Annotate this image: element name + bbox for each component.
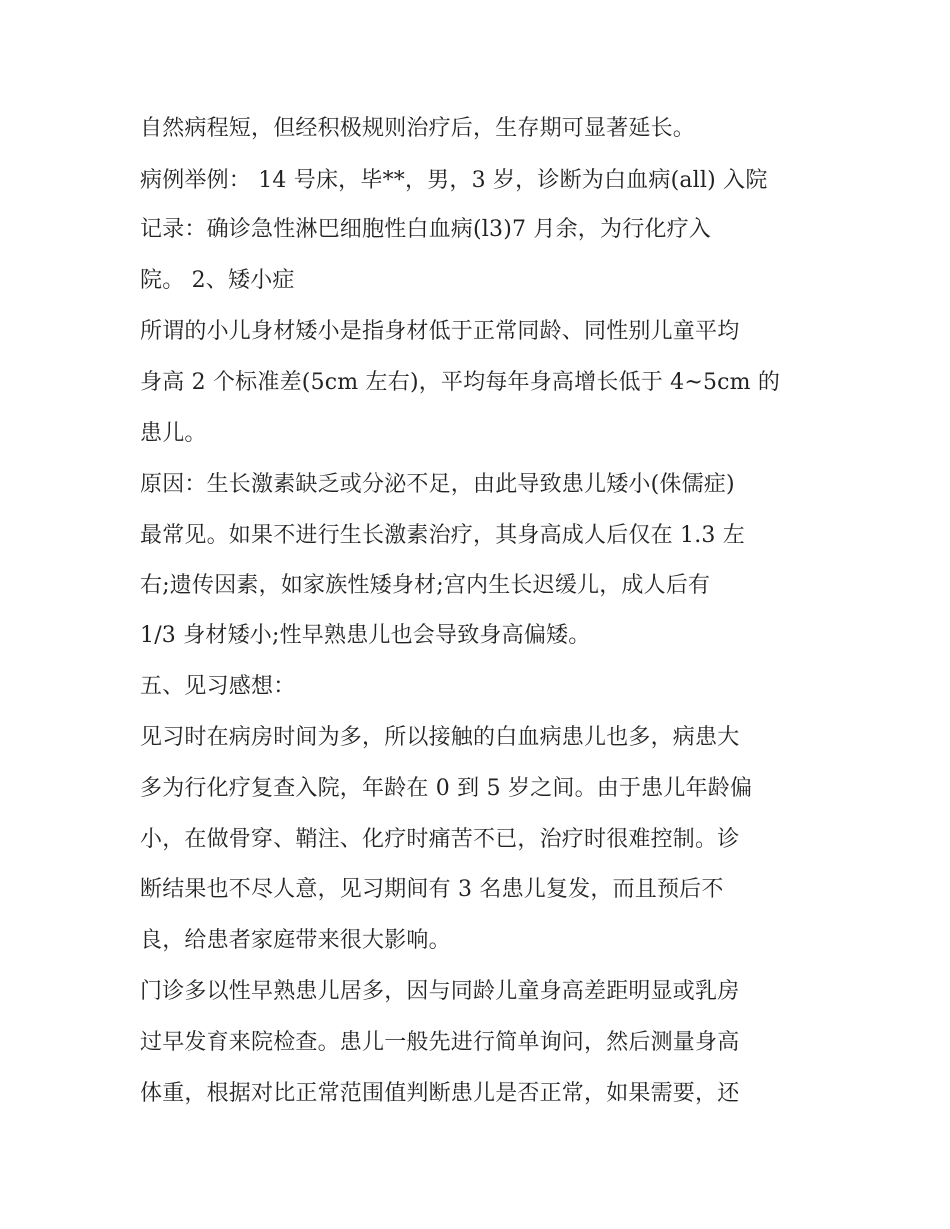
paragraph-line: 断结果也不尽人意，见习期间有 3 名患儿复发，而且预后不 xyxy=(140,877,724,902)
paragraph-line: 过早发育来院检查。患儿一般先进行简单询问，然后测量身高 xyxy=(140,1030,740,1055)
paragraph-line: 右;遗传因素，如家族性矮身材;宫内生长迟缓儿，成人后有 xyxy=(140,573,711,598)
paragraph-line: 最常见。如果不进行生长激素治疗，其身高成人后仅在 1.3 左 xyxy=(140,523,745,548)
paragraph-line: 原因：生长激素缺乏或分泌不足，由此导致患儿矮小(侏儒症) xyxy=(140,472,735,497)
section-heading: 五、见习感想： xyxy=(140,674,296,699)
paragraph-line: 院。 2、矮小症 xyxy=(140,268,295,293)
paragraph-line: 良，给患者家庭带来很大影响。 xyxy=(140,928,451,953)
paragraph-line: 小，在做骨穿、鞘注、化疗时痛苦不已，治疗时很难控制。诊 xyxy=(140,827,740,852)
paragraph-line: 见习时在病房时间为多，所以接触的白血病患儿也多，病患大 xyxy=(140,725,740,750)
paragraph-line: 记录：确诊急性淋巴细胞性白血病(l3)7 月余，为行化疗入 xyxy=(140,217,711,242)
paragraph-line: 身高 2 个标准差(5cm 左右)，平均每年身高增长低于 4~5cm 的 xyxy=(140,370,781,395)
paragraph-line: 门诊多以性早熟患儿居多，因与同龄儿童身高差距明显或乳房 xyxy=(140,979,740,1004)
paragraph-line: 1/3 身材矮小;性早熟患儿也会导致身高偏矮。 xyxy=(140,623,591,648)
paragraph-line: 患儿。 xyxy=(140,421,207,446)
paragraph-line: 自然病程短，但经积极规则治疗后，生存期可显著延长。 xyxy=(140,116,696,141)
paragraph-line: 体重，根据对比正常范围值判断患儿是否正常，如果需要，还 xyxy=(140,1081,740,1106)
paragraph-line: 病例举例： 14 号床，毕**，男，3 岁，诊断为白血病(all) 入院 xyxy=(140,168,768,193)
paragraph-line: 所谓的小儿身材矮小是指身材低于正常同龄、同性别儿童平均 xyxy=(140,319,740,344)
paragraph-line: 多为行化疗复查入院，年龄在 0 到 5 岁之间。由于患儿年龄偏 xyxy=(140,776,753,801)
